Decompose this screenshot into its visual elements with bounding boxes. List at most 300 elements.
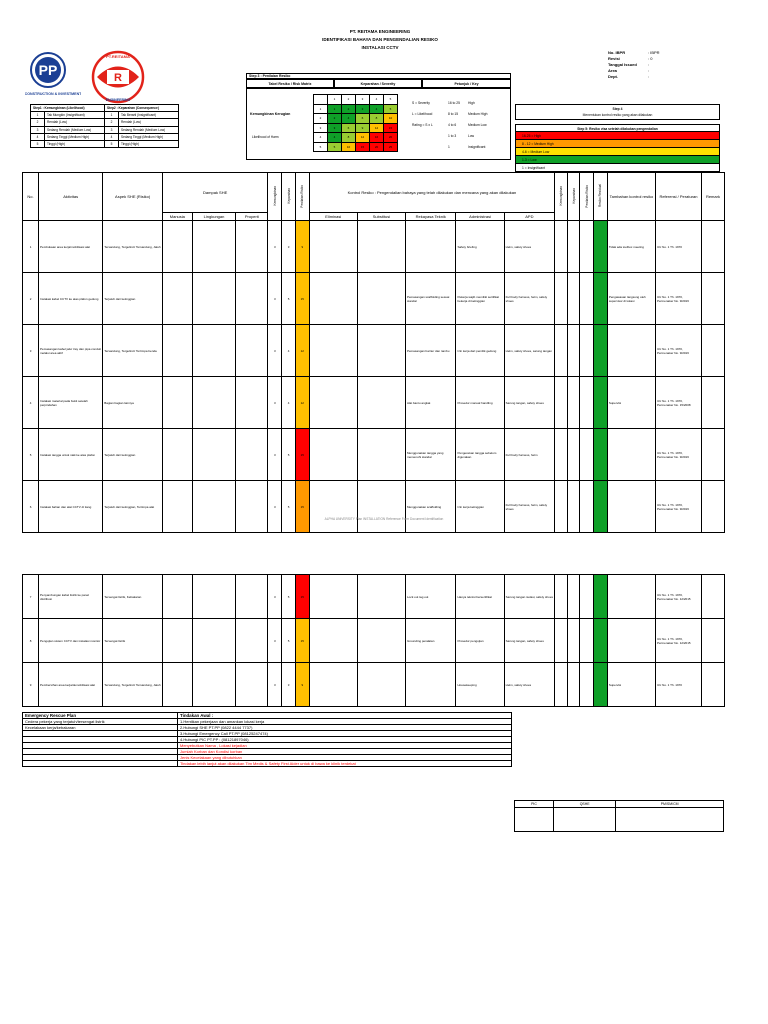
row-substitusi <box>357 575 405 619</box>
row-aspect: Terjatuh dari ketinggian <box>103 273 163 325</box>
row-human <box>162 481 192 533</box>
signature-role: PM/SM/CM <box>616 801 724 808</box>
svg-text:PP: PP <box>38 62 58 78</box>
consequence-text: Sedang Tinggi (Medium High) <box>119 133 179 140</box>
row-reference: UU No. 1 Th. 1970, Permenaker No. 9/2016 <box>656 325 702 377</box>
row-substitusi <box>357 221 405 273</box>
row-no: 6 <box>23 481 39 533</box>
row-risk: 15 <box>295 429 309 481</box>
likelihood-label: Likelihood of Harm <box>252 135 279 139</box>
step5-title: Step 5: Resiko visa setelah dilakukan pengendalian <box>515 124 720 132</box>
likelihood-score: 4 <box>31 133 45 140</box>
row-property <box>236 575 268 619</box>
col-kontrol: Kontrol Resiko : Pengendalian bahaya yang telah dilakukan dan mencana yang akan dilakukan <box>309 173 554 213</box>
row-residual <box>594 221 608 273</box>
col-no: No. <box>23 173 39 221</box>
row-eliminasi <box>309 325 357 377</box>
matrix-cell: 20 <box>384 133 398 143</box>
doc-info-value: : <box>648 68 650 73</box>
row-environment <box>192 221 236 273</box>
row-remark <box>701 481 724 533</box>
row-residual <box>594 575 608 619</box>
matrix-cell: 3 <box>356 104 370 114</box>
risk-level-band: 1 = Insignificant <box>515 164 720 172</box>
row-activity: Penyambungan kabel listrik ke panel distribusi <box>39 575 103 619</box>
matrix-row-header: 1 <box>314 104 328 114</box>
emergency-rescue-plan <box>22 712 512 767</box>
row-additional-control <box>607 619 655 663</box>
doc-info-key: Tanggal Issued <box>608 62 637 67</box>
emergency-row <box>23 761 512 767</box>
row-ppe: Helm, safety shoes, sarung tangan <box>504 325 554 377</box>
row-eliminasi <box>309 575 357 619</box>
row-property <box>236 481 268 533</box>
row-risk: 15 <box>295 619 309 663</box>
row-severity-2 <box>567 221 580 273</box>
emergency-case <box>23 761 178 767</box>
hazard-register <box>22 172 725 533</box>
row-engineering: Pemasangan barrier dan rambu <box>406 325 456 377</box>
row-severity: 4 <box>282 377 296 429</box>
emergency-step: Jenis Kecelakaan yang dibutuhkan <box>178 755 512 761</box>
step3-title: Step 3 : Penilaian Resiko <box>246 73 511 79</box>
row-likelihood-2 <box>555 273 568 325</box>
row-likelihood-2 <box>555 619 568 663</box>
row-ppe: Full body harness, helm <box>504 429 554 481</box>
key-heading: Petunjuk / Key <box>422 79 511 88</box>
document-title <box>240 28 520 52</box>
row-reference: UU No. 1 Th. 1970 <box>656 663 702 707</box>
row-engineering <box>406 221 456 273</box>
row-no: 5 <box>23 429 39 481</box>
row-risk: 12 <box>295 325 309 377</box>
row-risk-2 <box>580 481 594 533</box>
matrix-cell: 16 <box>370 133 384 143</box>
row-administrative: Prosedur pengujian <box>456 619 504 663</box>
row-risk-2 <box>580 429 594 481</box>
consequence-score: 4 <box>105 133 119 140</box>
table-row <box>23 575 725 619</box>
row-severity-2 <box>567 273 580 325</box>
row-aspect: Terjatuh dari ketinggian, Tertimpa alat <box>103 481 163 533</box>
row-human <box>162 429 192 481</box>
col-penilaian: Penilaian Risiko <box>295 173 309 221</box>
row-severity-2 <box>567 663 580 707</box>
company-name: PT. REITAMA ENGINEERING <box>349 29 411 34</box>
row-ppe: Sarung tangan, safety shoes <box>504 377 554 429</box>
row-ppe: Full body harness, helm, safety shoes <box>504 481 554 533</box>
matrix-cell: 15 <box>384 123 398 133</box>
row-risk-2 <box>580 663 594 707</box>
row-severity: 5 <box>282 273 296 325</box>
row-no: 2 <box>23 273 39 325</box>
key-row <box>410 97 510 108</box>
col-dampak: Dampak SHE <box>162 173 268 213</box>
row-substitusi <box>357 273 405 325</box>
emergency-step: 4.Hubungi PIC PT.PP : (08121897046) <box>178 737 512 743</box>
matrix-cell: 6 <box>356 114 370 124</box>
row-additional-control: Tidak ada toolbox meeting <box>607 221 655 273</box>
table-row <box>23 273 725 325</box>
row-remark <box>701 429 724 481</box>
row-no: 9 <box>23 663 39 707</box>
row-residual <box>594 325 608 377</box>
row-administrative: Pengecekan tangga sebelum digunakan <box>456 429 504 481</box>
row-severity: 5 <box>282 575 296 619</box>
row-severity: 5 <box>282 619 296 663</box>
row-administrative: Izin kerja dari pemilik gedung <box>456 325 504 377</box>
row-likelihood: 3 <box>268 221 282 273</box>
doc-info-value: : IBPR <box>648 50 660 55</box>
row-risk: 15 <box>295 273 309 325</box>
row-likelihood-2 <box>555 663 568 707</box>
row-risk: 9 <box>295 663 309 707</box>
emergency-step: Jumlah Korban dan Kondisi korban <box>178 749 512 755</box>
row-additional-control <box>607 575 655 619</box>
likelihood-text: Sedang Rendah (Medium Low) <box>45 126 105 133</box>
row-severity-2 <box>567 325 580 377</box>
consequence-heading: Step2 : Keparahan (Consequence) <box>105 105 179 112</box>
hazard-register-continued <box>22 574 725 707</box>
row-administrative: Pekerja wajib memiliki sertifikat bekerja di ketinggian <box>456 273 504 325</box>
risk-matrix-heading: Tabel Resiko / Risk Matrix <box>246 79 334 88</box>
matrix-col-header: 5 <box>384 95 398 105</box>
col-rekayasa: Rekayasa Teknik <box>406 213 456 221</box>
key-range: 1 to 3 <box>448 133 457 138</box>
row-likelihood: 3 <box>268 619 282 663</box>
row-substitusi <box>357 429 405 481</box>
row-severity: 3 <box>282 221 296 273</box>
doc-info-key: No. IBPR <box>608 50 626 55</box>
step4-box <box>515 104 720 120</box>
row-engineering: Lock out tag out <box>406 575 456 619</box>
row-administrative: Housekeeping <box>456 663 504 707</box>
svg-text:ENGINEERING: ENGINEERING <box>105 98 131 102</box>
row-residual <box>594 663 608 707</box>
key-level: Medium Low <box>468 122 487 127</box>
row-eliminasi <box>309 429 357 481</box>
row-administrative: Prosedur manual handling <box>456 377 504 429</box>
consequence-score: 1 <box>105 112 119 119</box>
svg-text:R: R <box>114 72 122 84</box>
matrix-cell: 8 <box>370 114 384 124</box>
row-ppe: Sarung tangan, safety shoes <box>504 619 554 663</box>
row-reference: UU No. 1 Th. 1970, Permenaker No. 9/2016 <box>656 429 702 481</box>
row-aspect: Tersengat listrik <box>103 619 163 663</box>
step5-legend <box>515 124 720 172</box>
step4-text: Menentukan kontrol resiko yang akan dilakukan <box>582 113 653 117</box>
likelihood-text: Sedang Tinggi (Medium High) <box>45 133 105 140</box>
matrix-cell: 9 <box>356 123 370 133</box>
key-row <box>410 141 510 152</box>
row-activity: Pembersihan area kerja/demobilisasi alat <box>39 663 103 707</box>
row-remark <box>701 325 724 377</box>
row-human <box>162 325 192 377</box>
key-row <box>410 119 510 130</box>
key-label: Rating = S x L <box>412 122 433 127</box>
row-administrative: Hanya teknisi bersertifikat <box>456 575 504 619</box>
row-severity-2 <box>567 429 580 481</box>
doc-info-value: : 0 <box>648 56 653 61</box>
risk-level-band: 1-3 = Low <box>515 156 720 164</box>
matrix-col-header <box>314 95 328 105</box>
col-administrasi: Administrasi <box>456 213 504 221</box>
emergency-step: Menyebutkan Nama , Lokasi kejadian <box>178 743 512 749</box>
row-environment <box>192 429 236 481</box>
row-likelihood: 3 <box>268 663 282 707</box>
row-aspect: Tersandung, Tergelincir Tertimpa benda <box>103 325 163 377</box>
row-no: 8 <box>23 619 39 663</box>
row-aspect: Tersengat listrik, Kebakaran <box>103 575 163 619</box>
row-property <box>236 221 268 273</box>
emergency-heading: Emergency Rescue Plan <box>23 713 178 719</box>
row-reference: UU No. 1 Th. 1970, Permenaker No. 15/2008 <box>656 377 702 429</box>
table-row <box>23 221 725 273</box>
matrix-cell: 20 <box>370 142 384 152</box>
key-range: 8 to 15 <box>448 111 459 116</box>
row-aspect: Tersandung, Tergelincir Tersandung, Jatuh <box>103 221 163 273</box>
row-likelihood: 3 <box>268 273 282 325</box>
key-row <box>410 108 510 119</box>
row-likelihood-2 <box>555 575 568 619</box>
row-likelihood: 3 <box>268 481 282 533</box>
col-keparahan: Keparahan <box>282 173 296 221</box>
matrix-header <box>246 79 511 88</box>
col-penilaian-2: Penilaian Risiko <box>580 173 594 221</box>
row-activity: Pemasangan kabel jalur tray dan pipa conduit melalui area aktif <box>39 325 103 377</box>
row-human <box>162 377 192 429</box>
row-risk-2 <box>580 377 594 429</box>
row-ppe: Sarung tangan isolasi, safety shoes <box>504 575 554 619</box>
key-level: High <box>468 100 475 105</box>
matrix-cell: 4 <box>370 104 384 114</box>
severity-heading: Keparahan / Severity <box>334 79 422 88</box>
likelihood-score: 3 <box>31 126 45 133</box>
row-engineering: Grounding peralatan <box>406 619 456 663</box>
matrix-cell: 15 <box>356 142 370 152</box>
row-administrative: Safety briefing <box>456 221 504 273</box>
row-likelihood-2 <box>555 221 568 273</box>
row-environment <box>192 273 236 325</box>
key-level: Insignificant <box>468 144 486 149</box>
row-engineering <box>406 663 456 707</box>
row-environment <box>192 619 236 663</box>
consequence-text: Tinggi (High) <box>119 140 179 147</box>
row-additional-control: Supervisi <box>607 663 655 707</box>
emergency-case: Kecelakaan kerja/kebakaran <box>23 725 178 731</box>
row-ppe: Helm, safety shoes <box>504 663 554 707</box>
lc-row <box>31 126 179 133</box>
activity-name: INSTALASI CCTV <box>361 45 399 50</box>
doc-info-row <box>608 74 718 80</box>
row-likelihood: 3 <box>268 429 282 481</box>
col-remark: Remark <box>701 173 724 221</box>
row-remark <box>701 575 724 619</box>
matrix-row-header: 3 <box>314 123 328 133</box>
row-substitusi <box>357 377 405 429</box>
row-risk-2 <box>580 273 594 325</box>
col-properti: Properti <box>236 213 268 221</box>
row-aspect: Bagian bagian lainnya <box>103 377 163 429</box>
row-no: 7 <box>23 575 39 619</box>
row-risk: 15 <box>295 575 309 619</box>
row-severity: 5 <box>282 429 296 481</box>
row-property <box>236 273 268 325</box>
row-severity: 5 <box>282 481 296 533</box>
row-risk: 12 <box>295 377 309 429</box>
doc-info-key: Dept. <box>608 74 618 79</box>
key-level: Medium High <box>468 111 488 116</box>
col-eliminasi: Eliminasi <box>309 213 357 221</box>
row-property <box>236 377 268 429</box>
row-additional-control <box>607 429 655 481</box>
matrix-cell: 5 <box>328 142 342 152</box>
row-property <box>236 325 268 377</box>
col-substitusi: Substitusi <box>357 213 405 221</box>
emergency-step: 2.Hubungi SHE PT.PP (0822 4444 7737) <box>178 725 512 731</box>
pp-logo-caption: CONSTRUCTION & INVESTMENT <box>25 92 81 96</box>
emergency-step: Tindakan lebih lanjut akan dilakukan Tim Medis & Safety First Aider untuk di bawa ke klinik terdekat <box>178 761 512 767</box>
row-eliminasi <box>309 221 357 273</box>
matrix-cell: 8 <box>342 133 356 143</box>
row-residual <box>594 377 608 429</box>
table-row <box>23 325 725 377</box>
matrix-col-header: 1 <box>328 95 342 105</box>
row-activity: Instalasi bahan dan alat CCTV di tiang <box>39 481 103 533</box>
row-risk: 15 <box>295 481 309 533</box>
col-aspek: Aspek SHE (Risiko) <box>103 173 163 221</box>
signature-role: QSHE <box>554 801 616 808</box>
row-eliminasi <box>309 273 357 325</box>
row-likelihood: 3 <box>268 325 282 377</box>
row-likelihood: 3 <box>268 575 282 619</box>
col-residu: Resiko Residual <box>594 173 608 221</box>
row-property <box>236 663 268 707</box>
row-human <box>162 619 192 663</box>
signature-role: PIC <box>515 801 554 808</box>
row-likelihood-2 <box>555 325 568 377</box>
row-environment <box>192 575 236 619</box>
key-label: L = Likelihood <box>412 111 433 116</box>
key-range: 1 <box>448 144 450 149</box>
signature-field[interactable] <box>554 808 616 832</box>
page-note: ALPHA UNIVERSITY Plan INSTALLATION Reference Form Document Identification <box>324 517 444 521</box>
matrix-cell: 2 <box>342 104 356 114</box>
risk-key <box>410 97 510 152</box>
col-apd: APD <box>504 213 554 221</box>
row-eliminasi <box>309 619 357 663</box>
row-remark <box>701 221 724 273</box>
row-remark <box>701 619 724 663</box>
col-referensi: Referensi / Peraturan <box>656 173 702 221</box>
row-severity-2 <box>567 575 580 619</box>
row-aspect: Terjatuh dari ketinggian <box>103 429 163 481</box>
row-administrative: Izin kerja ketinggian <box>456 481 504 533</box>
key-row <box>410 130 510 141</box>
row-risk-2 <box>580 221 594 273</box>
row-activity: Pembukaan area kerja/mobilisasi alat <box>39 221 103 273</box>
signature-field[interactable] <box>616 808 724 832</box>
likelihood-consequence-table <box>30 104 179 148</box>
row-severity: 3 <box>282 663 296 707</box>
row-remark <box>701 273 724 325</box>
emergency-step: 3.Hubungi Emergency Call PT.PP (08125247474) <box>178 731 512 737</box>
col-keparahan-2: Keparahan <box>567 173 580 221</box>
consequence-text: Sedang Rendah (Medium Low) <box>119 126 179 133</box>
consequence-text: Tak Berarti (Insignificant) <box>119 112 179 119</box>
consequence-score: 3 <box>105 126 119 133</box>
matrix-cell: 10 <box>342 142 356 152</box>
consequence-text: Rendah (Low) <box>119 119 179 126</box>
row-additional-control: Supervisi <box>607 377 655 429</box>
row-ppe: Helm, safety shoes <box>504 221 554 273</box>
row-likelihood: 3 <box>268 377 282 429</box>
matrix-cell: 5 <box>384 104 398 114</box>
row-activity: Instalasi material pada bukit setelah perpindahan <box>39 377 103 429</box>
row-substitusi <box>357 619 405 663</box>
row-residual <box>594 273 608 325</box>
matrix-row-header: 4 <box>314 133 328 143</box>
row-engineering: Menggunakan scaffolding <box>406 481 456 533</box>
matrix-col-header: 2 <box>342 95 356 105</box>
matrix-col-header: 3 <box>356 95 370 105</box>
pp-logo <box>25 50 81 98</box>
row-residual <box>594 481 608 533</box>
emergency-case: Cedera pekerja yang terjatuh/tersengat listrik <box>23 719 178 725</box>
row-residual <box>594 619 608 663</box>
table-row <box>23 429 725 481</box>
row-eliminasi <box>309 377 357 429</box>
signature-block <box>514 800 724 832</box>
row-severity: 4 <box>282 325 296 377</box>
col-kemungkinan: Kemungkinan <box>268 173 282 221</box>
matrix-cell: 6 <box>342 123 356 133</box>
likelihood-score: 5 <box>31 140 45 147</box>
row-engineering: Menggunakan tangga yang memenuhi standar <box>406 429 456 481</box>
col-lingkungan: Lingkungan <box>192 213 236 221</box>
col-kemungkinan-2: Kemungkinan <box>555 173 568 221</box>
risk-level-band: 4-6 = Medium Low <box>515 148 720 156</box>
key-label: S = Severity <box>412 100 430 105</box>
matrix-cell: 25 <box>384 142 398 152</box>
row-environment <box>192 663 236 707</box>
row-activity: Instalasi kabel CCTV ke atas plafon gedung <box>39 273 103 325</box>
risk-level-band: 16-25 = High <box>515 132 720 140</box>
likelihood-text: Tak Mungkin (Insignificant) <box>45 112 105 119</box>
row-eliminasi <box>309 663 357 707</box>
row-likelihood-2 <box>555 481 568 533</box>
likelihood-heading: Step1 : Kemungkinan (Likelihood) <box>31 105 105 112</box>
likelihood-score: 2 <box>31 119 45 126</box>
signature-field[interactable] <box>515 808 554 832</box>
risk-level-band: 8 - 12 = Medium High <box>515 140 720 148</box>
likelihood-text: Rendah (Low) <box>45 119 105 126</box>
consequence-score: 2 <box>105 119 119 126</box>
row-severity-2 <box>567 377 580 429</box>
row-no: 1 <box>23 221 39 273</box>
likelihood-text: Tinggi (High) <box>45 140 105 147</box>
col-manusia: Manusia <box>162 213 192 221</box>
row-likelihood-2 <box>555 377 568 429</box>
row-likelihood-2 <box>555 429 568 481</box>
row-ppe: Full body harness, helm, safety shoes <box>504 273 554 325</box>
row-eliminasi <box>309 481 357 533</box>
lc-row <box>31 133 179 140</box>
row-substitusi <box>357 481 405 533</box>
row-remark <box>701 377 724 429</box>
row-reference: UU No. 1 Th. 1970 <box>656 221 702 273</box>
row-no: 4 <box>23 377 39 429</box>
